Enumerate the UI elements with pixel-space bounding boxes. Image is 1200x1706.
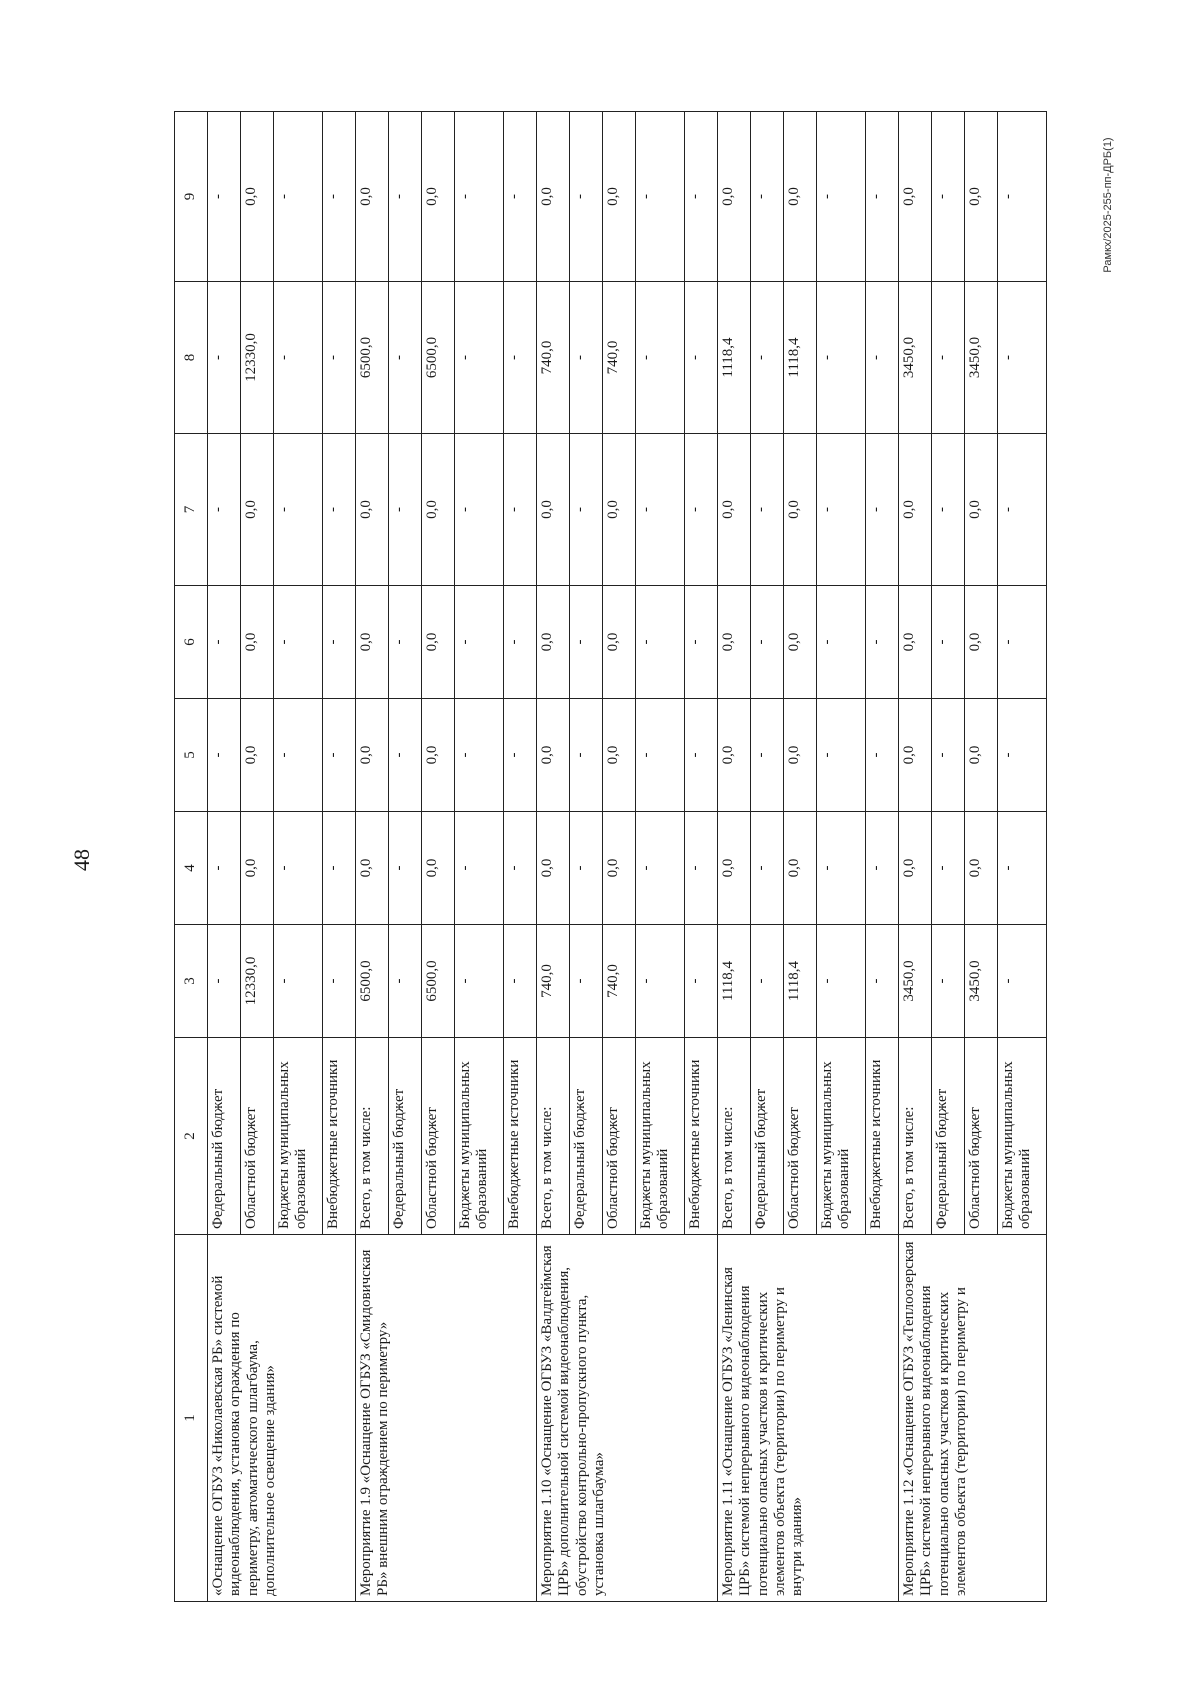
funding-source-cell: Областной бюджет	[422, 1038, 455, 1235]
value-cell: -	[636, 282, 685, 434]
value-cell: 12330,0	[241, 925, 274, 1038]
value-cell: 0,0	[356, 434, 389, 586]
value-cell: -	[389, 586, 422, 699]
value-cell: 3450,0	[899, 282, 932, 434]
value-cell: -	[932, 925, 965, 1038]
value-cell: 0,0	[422, 586, 455, 699]
value-cell: -	[932, 282, 965, 434]
value-cell: -	[570, 434, 603, 586]
value-cell: -	[504, 699, 537, 812]
value-cell: -	[636, 112, 685, 282]
column-header: 1	[175, 1235, 208, 1602]
value-cell: -	[208, 812, 241, 925]
value-cell: 0,0	[537, 586, 570, 699]
value-cell: -	[455, 586, 504, 699]
funding-source-cell: Бюджеты муниципальных образований	[274, 1038, 323, 1235]
value-cell: 0,0	[422, 434, 455, 586]
value-cell: -	[998, 925, 1047, 1038]
value-cell: -	[998, 434, 1047, 586]
value-cell: -	[998, 812, 1047, 925]
value-cell: -	[323, 925, 356, 1038]
value-cell: -	[389, 112, 422, 282]
value-cell: 0,0	[603, 699, 636, 812]
value-cell: -	[274, 282, 323, 434]
value-cell: -	[208, 112, 241, 282]
value-cell: 0,0	[965, 112, 998, 282]
value-cell: -	[636, 925, 685, 1038]
event-name-cell: Мероприятие 1.12 «Оснащение ОГБУЗ «Теплоозерская ЦРБ» системой непрерывного видеонаблюдения потенциально опасных участков и критических элементов объекта (территории) по периметру и	[899, 1235, 1047, 1602]
value-cell: -	[685, 925, 718, 1038]
value-cell: 0,0	[784, 812, 817, 925]
funding-source-cell: Всего, в том числе:	[356, 1038, 389, 1235]
column-header: 6	[175, 586, 208, 699]
value-cell: -	[636, 586, 685, 699]
value-cell: -	[455, 434, 504, 586]
value-cell: -	[817, 434, 866, 586]
funding-source-cell: Бюджеты муниципальных образований	[636, 1038, 685, 1235]
value-cell: 0,0	[603, 112, 636, 282]
value-cell: -	[389, 282, 422, 434]
value-cell: -	[504, 925, 537, 1038]
value-cell: 1118,4	[718, 282, 751, 434]
table-row	[718, 112, 751, 1602]
value-cell: 0,0	[356, 699, 389, 812]
funding-source-cell: Бюджеты муниципальных образований	[455, 1038, 504, 1235]
value-cell: -	[932, 699, 965, 812]
value-cell: -	[817, 699, 866, 812]
funding-source-cell: Областной бюджет	[965, 1038, 998, 1235]
value-cell: -	[455, 925, 504, 1038]
value-cell: 12330,0	[241, 282, 274, 434]
value-cell: 0,0	[603, 586, 636, 699]
event-name-cell: «Оснащение ОГБУЗ «Николаевская РБ» системой видеонаблюдения, установка ограждения по периметру, автоматического шлагбаума, дополнительное освещение здания»	[208, 1235, 356, 1602]
value-cell: -	[323, 699, 356, 812]
value-cell: -	[866, 282, 899, 434]
value-cell: -	[455, 282, 504, 434]
value-cell: -	[817, 112, 866, 282]
funding-source-cell: Федеральный бюджет	[208, 1038, 241, 1235]
table-body	[208, 112, 1047, 1602]
value-cell: 0,0	[965, 812, 998, 925]
value-cell: -	[751, 699, 784, 812]
value-cell: 3450,0	[965, 282, 998, 434]
value-cell: 3450,0	[965, 925, 998, 1038]
funding-source-cell: Внебюджетные источники	[504, 1038, 537, 1235]
value-cell: -	[751, 812, 784, 925]
funding-source-cell: Федеральный бюджет	[389, 1038, 422, 1235]
value-cell: 740,0	[537, 282, 570, 434]
value-cell: -	[274, 586, 323, 699]
funding-source-cell: Федеральный бюджет	[751, 1038, 784, 1235]
funding-source-cell: Всего, в том числе:	[537, 1038, 570, 1235]
value-cell: 0,0	[965, 586, 998, 699]
value-cell: -	[208, 282, 241, 434]
value-cell: -	[274, 434, 323, 586]
value-cell: -	[866, 925, 899, 1038]
value-cell: 0,0	[356, 812, 389, 925]
funding-source-cell: Бюджеты муниципальных образований	[817, 1038, 866, 1235]
value-cell: -	[751, 586, 784, 699]
value-cell: 740,0	[603, 925, 636, 1038]
value-cell: 6500,0	[356, 282, 389, 434]
value-cell: 0,0	[422, 112, 455, 282]
rotated-table-container	[174, 112, 1118, 1602]
value-cell: 0,0	[537, 812, 570, 925]
value-cell: 0,0	[899, 699, 932, 812]
value-cell: -	[274, 699, 323, 812]
value-cell: -	[389, 925, 422, 1038]
budget-table	[174, 111, 1047, 1602]
value-cell: 0,0	[241, 586, 274, 699]
value-cell: -	[504, 112, 537, 282]
value-cell: -	[998, 586, 1047, 699]
value-cell: -	[866, 586, 899, 699]
document-code: Рамкх/2025-255-пп-ДРБ(1)	[1102, 137, 1114, 273]
column-header: 7	[175, 434, 208, 586]
value-cell: -	[751, 282, 784, 434]
value-cell: -	[817, 586, 866, 699]
value-cell: -	[636, 434, 685, 586]
value-cell: 6500,0	[422, 282, 455, 434]
value-cell: -	[998, 112, 1047, 282]
value-cell: -	[323, 434, 356, 586]
event-name-cell: Мероприятие 1.11 «Оснащение ОГБУЗ «Ленинская ЦРБ» системой непрерывного видеонаблюдения потенциально опасных участков и критических элементов объекта (территории) по периметру и внутри здания»	[718, 1235, 899, 1602]
value-cell: 0,0	[718, 812, 751, 925]
event-name-cell: Мероприятие 1.10 «Оснащение ОГБУЗ «Валдгеймская ЦРБ» дополнительной системой видеонаблюдения, обустройство контрольно-пропускного пункта, установка шлагбаума»	[537, 1235, 718, 1602]
funding-source-cell: Внебюджетные источники	[866, 1038, 899, 1235]
value-cell: 0,0	[603, 434, 636, 586]
funding-source-cell: Бюджеты муниципальных образований	[998, 1038, 1047, 1235]
value-cell: 1118,4	[784, 925, 817, 1038]
value-cell: -	[455, 699, 504, 812]
value-cell: -	[932, 812, 965, 925]
value-cell: 0,0	[784, 434, 817, 586]
value-cell: -	[570, 112, 603, 282]
value-cell: 0,0	[965, 434, 998, 586]
value-cell: -	[570, 699, 603, 812]
value-cell: -	[323, 282, 356, 434]
value-cell: -	[570, 925, 603, 1038]
value-cell: -	[998, 282, 1047, 434]
value-cell: -	[504, 586, 537, 699]
value-cell: 0,0	[422, 699, 455, 812]
value-cell: -	[570, 282, 603, 434]
value-cell: -	[208, 586, 241, 699]
value-cell: -	[389, 812, 422, 925]
table-row	[899, 112, 932, 1602]
value-cell: -	[685, 812, 718, 925]
value-cell: 0,0	[241, 112, 274, 282]
value-cell: -	[208, 925, 241, 1038]
value-cell: 740,0	[603, 282, 636, 434]
column-header: 3	[175, 925, 208, 1038]
value-cell: 0,0	[899, 112, 932, 282]
value-cell: -	[932, 586, 965, 699]
column-header: 9	[175, 112, 208, 282]
value-cell: -	[570, 586, 603, 699]
value-cell: 0,0	[241, 434, 274, 586]
funding-source-cell: Областной бюджет	[784, 1038, 817, 1235]
page-number: 48	[69, 849, 94, 871]
value-cell: 0,0	[899, 812, 932, 925]
value-cell: 0,0	[356, 112, 389, 282]
value-cell: -	[817, 812, 866, 925]
value-cell: -	[998, 699, 1047, 812]
value-cell: -	[504, 812, 537, 925]
value-cell: 0,0	[537, 112, 570, 282]
value-cell: -	[751, 434, 784, 586]
column-header: 2	[175, 1038, 208, 1235]
value-cell: -	[636, 699, 685, 812]
value-cell: -	[455, 112, 504, 282]
funding-source-cell: Областной бюджет	[603, 1038, 636, 1235]
value-cell: 6500,0	[356, 925, 389, 1038]
funding-source-cell: Внебюджетные источники	[323, 1038, 356, 1235]
value-cell: -	[504, 434, 537, 586]
value-cell: -	[636, 812, 685, 925]
funding-source-cell: Всего, в том числе:	[718, 1038, 751, 1235]
value-cell: 0,0	[965, 699, 998, 812]
column-header: 5	[175, 699, 208, 812]
value-cell: -	[685, 699, 718, 812]
value-cell: 0,0	[718, 434, 751, 586]
value-cell: -	[685, 112, 718, 282]
funding-source-cell: Федеральный бюджет	[570, 1038, 603, 1235]
value-cell: 0,0	[718, 112, 751, 282]
column-header: 4	[175, 812, 208, 925]
value-cell: -	[685, 282, 718, 434]
value-cell: -	[274, 112, 323, 282]
value-cell: 6500,0	[422, 925, 455, 1038]
value-cell: 0,0	[718, 699, 751, 812]
value-cell: 0,0	[718, 586, 751, 699]
value-cell: -	[866, 112, 899, 282]
table-row	[537, 112, 570, 1602]
value-cell: -	[685, 586, 718, 699]
value-cell: -	[866, 434, 899, 586]
value-cell: 0,0	[603, 812, 636, 925]
value-cell: -	[274, 812, 323, 925]
value-cell: -	[504, 282, 537, 434]
funding-source-cell: Внебюджетные источники	[685, 1038, 718, 1235]
value-cell: 0,0	[537, 434, 570, 586]
column-header: 8	[175, 282, 208, 434]
value-cell: 740,0	[537, 925, 570, 1038]
value-cell: 0,0	[899, 434, 932, 586]
value-cell: 0,0	[356, 586, 389, 699]
value-cell: 0,0	[899, 586, 932, 699]
value-cell: -	[323, 812, 356, 925]
value-cell: -	[208, 699, 241, 812]
value-cell: -	[932, 434, 965, 586]
value-cell: 0,0	[241, 812, 274, 925]
value-cell: -	[817, 282, 866, 434]
value-cell: -	[389, 699, 422, 812]
table-row	[208, 112, 241, 1602]
event-name-cell: Мероприятие 1.9 «Оснащение ОГБУЗ «Смидовичская РБ» внешним ограждением по периметру»	[356, 1235, 537, 1602]
value-cell: -	[866, 699, 899, 812]
value-cell: -	[866, 812, 899, 925]
value-cell: -	[323, 586, 356, 699]
value-cell: 0,0	[422, 812, 455, 925]
value-cell: 0,0	[241, 699, 274, 812]
funding-source-cell: Федеральный бюджет	[932, 1038, 965, 1235]
value-cell: 1118,4	[784, 282, 817, 434]
value-cell: -	[685, 434, 718, 586]
value-cell: -	[323, 112, 356, 282]
value-cell: 3450,0	[899, 925, 932, 1038]
value-cell: -	[389, 434, 422, 586]
funding-source-cell: Всего, в том числе:	[899, 1038, 932, 1235]
value-cell: -	[274, 925, 323, 1038]
value-cell: -	[751, 112, 784, 282]
table-row	[356, 112, 389, 1602]
value-cell: 0,0	[784, 586, 817, 699]
value-cell: -	[751, 925, 784, 1038]
value-cell: 1118,4	[718, 925, 751, 1038]
table-header-row	[175, 112, 208, 1602]
value-cell: 0,0	[784, 699, 817, 812]
value-cell: -	[455, 812, 504, 925]
value-cell: 0,0	[784, 112, 817, 282]
value-cell: -	[570, 812, 603, 925]
funding-source-cell: Областной бюджет	[241, 1038, 274, 1235]
value-cell: 0,0	[537, 699, 570, 812]
value-cell: -	[817, 925, 866, 1038]
value-cell: -	[208, 434, 241, 586]
value-cell: -	[932, 112, 965, 282]
